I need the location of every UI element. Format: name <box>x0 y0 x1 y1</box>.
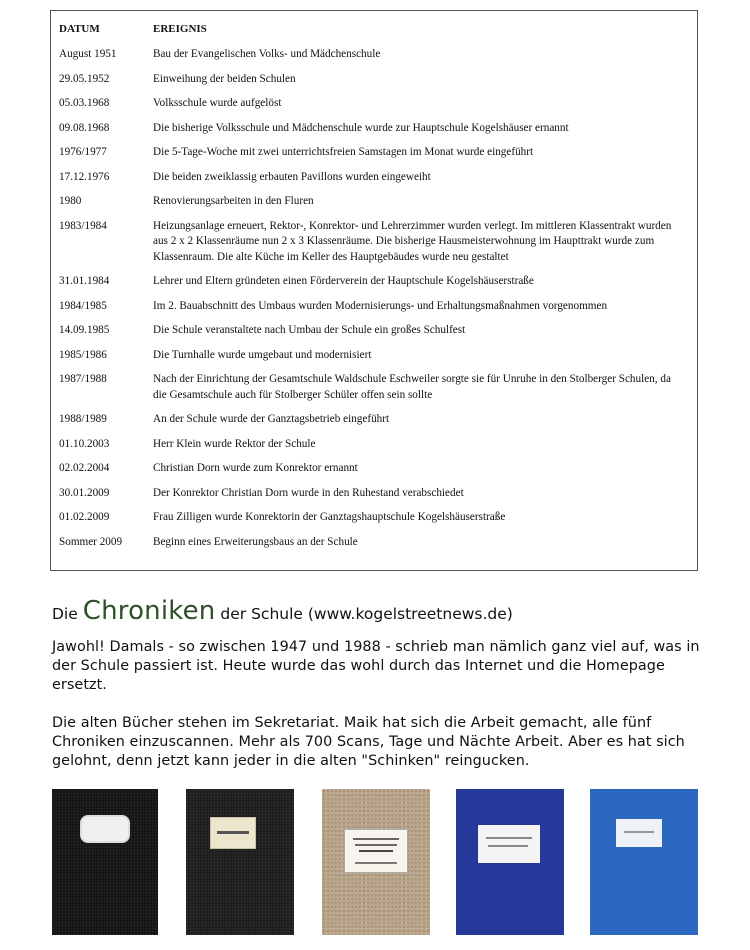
row-date: 31.01.1984 <box>59 275 110 287</box>
table-row <box>59 348 684 373</box>
row-date: 01.10.2003 <box>59 437 110 450</box>
row-event: Renovierungsarbeiten in den Fluren <box>153 195 314 207</box>
table-row <box>59 437 684 462</box>
row-event: Die bisherige Volksschule und Mädchenschule wurde zur Hauptschule Kogelshäuser ernannt <box>153 121 569 134</box>
book-label-4 <box>478 825 540 863</box>
row-event: Heizungsanlage erneuert, Rektor-, Konrektor- und Lehrerzimmer wurden verlegt. Im mittleren Klassentrakt wurden aus 2 x 2 Klassenräume nun 2 x 3 Klassenräume. Die bisherige Hausmeisterwohnung im Haupttrakt wurde zum Klassenraum. Die alte Küche im Keller des Hauptgebäudes wurde neu gestaltet <box>153 219 672 263</box>
row-event: Die 5-Tage-Woche mit zwei unterrichtsfreien Samstagen im Monat wurde eingeführt <box>153 146 534 158</box>
row-date: 1985/1986 <box>59 348 107 361</box>
row-event: Die Schule veranstaltete nach Umbau der Schule ein großes Schulfest <box>153 324 466 336</box>
row-date: 17.12.1976 <box>59 170 110 183</box>
section-heading <box>52 596 513 626</box>
book-label-3 <box>344 829 408 873</box>
book-label-5 <box>616 819 662 847</box>
row-date: 1988/1989 <box>59 413 107 425</box>
header-event: EREIGNIS <box>153 23 207 35</box>
row-event: Nach der Einrichtung der Gesamtschule Waldschule Eschweiler sorgte sie für Unruhe in den Stolberger Schulen, da die Gesamtschule auch für Stolberger Schüler offen sein sollte <box>153 373 671 401</box>
row-date: 05.03.1968 <box>59 97 110 109</box>
table-row <box>59 372 684 412</box>
scan-paragraph: Die alten Bücher stehen im Sekretariat. Maik hat sich die Arbeit gemacht, alle fünf Chroniken einzuscannen. Mehr als 700 Scans, Tage und Nächte Arbeit. Aber es hat sich gelohnt, denn jetzt kann jeder in die alten "Schinken" reingucken. <box>52 715 685 769</box>
row-date: 30.01.2009 <box>59 486 110 499</box>
row-date: 29.05.1952 <box>59 72 110 85</box>
row-event: Herr Klein wurde Rektor der Schule <box>153 437 316 450</box>
row-date: 1983/1984 <box>59 219 107 232</box>
row-date: 09.08.1968 <box>59 121 110 134</box>
row-date: Sommer 2009 <box>59 535 123 548</box>
heading-suffix: der Schule (www.kogelstreetnews.de) <box>215 605 513 623</box>
table-row <box>59 323 684 348</box>
row-date: 01.02.2009 <box>59 511 110 523</box>
intro-paragraph: Jawohl! Damals - so zwischen 1947 und 1988 - schrieb man nämlich ganz viel auf, was in der Schule passiert ist. Heute wurde das wohl durch das Internet und die Homepage ersetzt. <box>52 639 700 693</box>
table-row <box>59 535 684 560</box>
row-date: 1984/1985 <box>59 299 107 312</box>
chronicle-book-2 <box>186 789 294 935</box>
heading-prefix: Die <box>52 605 83 623</box>
row-event: Lehrer und Eltern gründeten einen Förderverein der Hauptschule Kogelshäuserstraße <box>153 275 534 287</box>
table-header-row <box>59 23 684 47</box>
table-row <box>59 47 684 72</box>
row-event: Die beiden zweiklassig erbauten Pavillons wurden eingeweiht <box>153 170 431 183</box>
row-event: Beginn eines Erweiterungsbaus an der Schule <box>153 535 358 548</box>
table-row <box>59 72 684 97</box>
row-event: Der Konrektor Christian Dorn wurde in den Ruhestand verabschiedet <box>153 486 464 499</box>
row-date: August 1951 <box>59 48 117 60</box>
heading-main: Chroniken <box>82 596 216 626</box>
table-row <box>59 121 684 146</box>
row-event: Im 2. Bauabschnitt des Umbaus wurden Modernisierungs- und Erhaltungsmaßnahmen vorgenommen <box>153 299 608 312</box>
row-event: Bau der Evangelischen Volks- und Mädchenschule <box>153 48 381 60</box>
table-row <box>59 274 684 299</box>
chronology-table <box>59 23 684 559</box>
table-row <box>59 219 684 275</box>
row-event: Die Turnhalle wurde umgebaut und modernisiert <box>153 348 372 361</box>
table-row <box>59 170 684 195</box>
chronicle-book-5 <box>590 789 698 935</box>
row-date: 02.02.2004 <box>59 462 110 474</box>
row-event: Einweihung der beiden Schulen <box>153 72 296 85</box>
row-date: 1987/1988 <box>59 373 107 385</box>
row-date: 1980 <box>59 195 82 207</box>
row-date: 14.09.1985 <box>59 324 110 336</box>
table-row <box>59 145 684 170</box>
chronology-table-frame <box>50 10 698 571</box>
chronicle-book-1 <box>52 789 158 935</box>
row-event: Christian Dorn wurde zum Konrektor ernannt <box>153 462 358 474</box>
chronicle-book-3 <box>322 789 430 935</box>
table-row <box>59 461 684 486</box>
table-row <box>59 412 684 437</box>
row-event: An der Schule wurde der Ganztagsbetrieb eingeführt <box>153 413 390 425</box>
book-label-1 <box>80 815 130 843</box>
table-row <box>59 486 684 511</box>
chronology-body <box>59 47 684 559</box>
table-row <box>59 299 684 324</box>
table-row <box>59 96 684 121</box>
book-label-2 <box>210 817 256 849</box>
header-date: DATUM <box>59 23 100 35</box>
table-row <box>59 510 684 535</box>
chronicle-book-4 <box>456 789 564 935</box>
row-date: 1976/1977 <box>59 146 107 158</box>
row-event: Frau Zilligen wurde Konrektorin der Ganztagshauptschule Kogelshäuserstraße <box>153 511 506 523</box>
table-row <box>59 194 684 219</box>
row-event: Volksschule wurde aufgelöst <box>153 97 282 109</box>
